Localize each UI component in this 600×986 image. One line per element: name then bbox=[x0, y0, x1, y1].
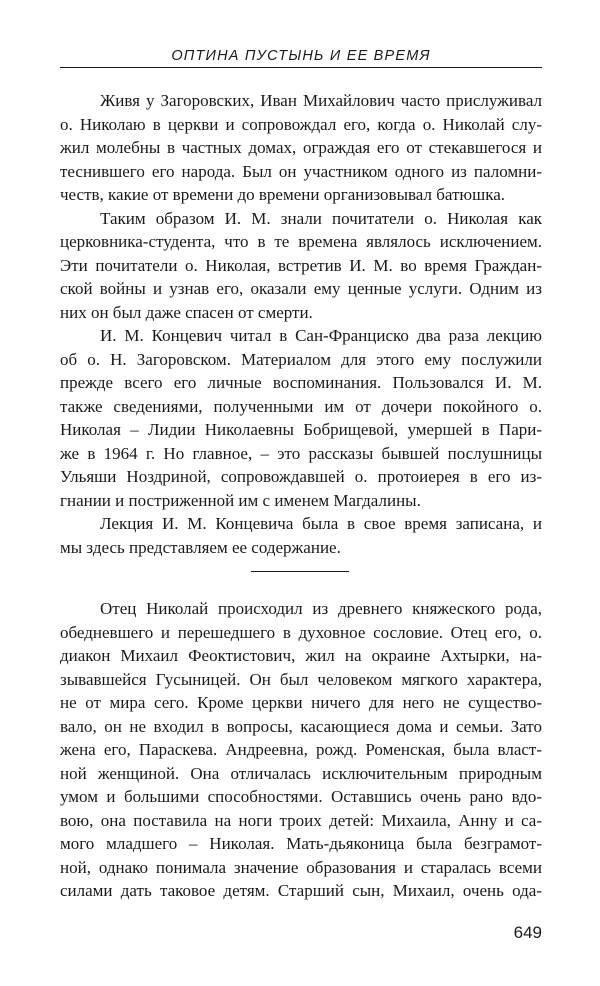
section-separator bbox=[251, 571, 349, 572]
text-line: И. М. Концевич читал в Сан-Франциско два раза лекцию bbox=[100, 326, 542, 345]
text-line: честв, какие от времени до времени организовывал батюшка. bbox=[60, 185, 505, 204]
text-line: вало, он не входил в вопросы, касающиеся дома и семьи. Зато bbox=[60, 716, 542, 736]
text-line: Эти почитатели о. Николая, встретив И. М. во время Граждан- bbox=[60, 255, 542, 275]
page-number: 649 bbox=[513, 923, 542, 942]
text-line: обедневшего и перешедшего в духовное сословие. Отец его, о. bbox=[60, 622, 542, 642]
text-line: жил молебны в частных домах, ограждая его от стекавшегося и bbox=[60, 138, 542, 157]
text-line: о. Николаю в церкви и сопровождал его, когда о. Николай слу- bbox=[60, 114, 542, 134]
text-line: ской войны и узнав его, оказали ему ценные услуги. Одним из bbox=[60, 279, 542, 298]
text-line: диакон Михаил Феоктистович, жил на окраине Ахтырки, на- bbox=[60, 646, 542, 665]
text-line: Николая – Лидии Николаевны Бобрищевой, умершей в Пари- bbox=[60, 420, 542, 439]
text-line: Таким образом И. М. знали почитатели о. Николая как bbox=[100, 208, 542, 228]
text-line: ной женщиной. Она отличалась исключительным природным bbox=[60, 763, 542, 783]
text-line: прежде всего его личные воспоминания. Пользовался И. М. bbox=[60, 373, 542, 392]
text-line: Лекция И. М. Концевича была в свое время записана, и bbox=[100, 514, 542, 533]
text-line: них он был даже спасен от смерти. bbox=[60, 302, 313, 322]
text-line: Отец Николай происходил из древнего княжеского рода, bbox=[100, 599, 542, 618]
text-line: же в 1964 г. Но главное, – это рассказы бывшей послушницы bbox=[60, 443, 542, 463]
section-1-text bbox=[60, 89, 542, 559]
text-line: ной, однако понимала значение образования и старалась всеми bbox=[60, 857, 542, 877]
header-rule bbox=[60, 67, 542, 68]
text-line: Ульяши Ноздриной, сопровождавшей о. протоиерея в его из- bbox=[60, 467, 542, 486]
text-line: также сведениями, полученными им от дочери покойного о. bbox=[60, 396, 542, 416]
running-header: ОПТИНА ПУСТЫНЬ И ЕЕ ВРЕМЯ bbox=[171, 48, 431, 64]
text-line: мого младшего – Николая. Мать-дьяконица была безграмот- bbox=[60, 834, 542, 853]
text-line: церковника-студента, что в те времена являлось исключением. bbox=[60, 232, 542, 251]
text-line: гнании и постриженной им с именем Магдалины. bbox=[60, 490, 421, 510]
text-line: Живя у Загоровских, Иван Михайлович часто прислуживал bbox=[100, 91, 542, 110]
text-line: умом и большими способностями. Оставшись очень рано вдо- bbox=[60, 787, 542, 806]
text-line: об о. Н. Загоровском. Материалом для этого ему послужили bbox=[60, 349, 542, 369]
text-line: мы здесь представляем ее содержание. bbox=[60, 537, 341, 557]
text-line: вою, она поставила на ноги троих детей: Михаила, Анну и са- bbox=[60, 810, 542, 830]
text-line: жена его, Параскева. Андреевна, рожд. Роменская, была власт- bbox=[60, 740, 542, 759]
text-line: не от мира сего. Кроме церкви ничего для него не существо- bbox=[60, 693, 542, 712]
text-line: теснившего его народа. Был он участником одного из паломни- bbox=[60, 161, 542, 181]
text-line: зывавшейся Гусыницей. Он был человеком мягкого характера, bbox=[60, 669, 542, 689]
text-line: силами дать таковое детям. Старший сын, Михаил, очень ода- bbox=[60, 881, 542, 900]
section-2-text bbox=[60, 597, 542, 903]
